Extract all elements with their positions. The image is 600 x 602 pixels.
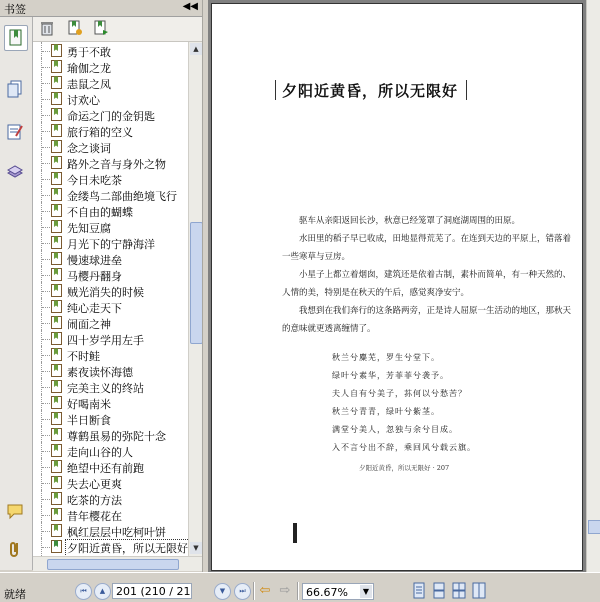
- bookmark-icon: [51, 60, 62, 73]
- poem-line: 入不言兮出不辞，乘回风兮载云旗。: [332, 443, 476, 452]
- bookmark-label: 马樱丹翻身: [67, 270, 122, 283]
- annotations-icon: [7, 123, 23, 141]
- bookmark-icon: [51, 380, 62, 393]
- next-page-button[interactable]: [214, 583, 231, 600]
- collapse-panel-button[interactable]: ◀◀: [182, 1, 198, 12]
- new-bookmark-button[interactable]: [67, 20, 85, 38]
- bookmark-icon: [51, 252, 62, 265]
- attachments-icon: [7, 540, 23, 558]
- bookmark-label: 贼光消失的时候: [67, 286, 144, 299]
- back-arrow-icon: ⇦: [259, 583, 271, 598]
- pages-icon: [7, 80, 23, 98]
- bookmark-icon: [51, 316, 62, 329]
- bookmark-icon: [51, 524, 62, 537]
- comments-icon: [7, 503, 23, 521]
- first-page-button[interactable]: [75, 583, 92, 600]
- bookmark-label: 讨欢心: [67, 94, 100, 107]
- scroll-down-arrow[interactable]: ▼: [190, 542, 202, 554]
- bookmark-label: 旅行箱的空义: [67, 126, 133, 139]
- bookmark-label: 纯心走天下: [67, 302, 122, 315]
- bookmark-label: 昔年樱花在: [67, 510, 122, 523]
- bookmark-icon: [51, 76, 62, 89]
- bookmark-label: 恚鼠之凤: [67, 78, 111, 91]
- poem-line: 秋兰兮麋芜，罗生兮堂下。: [332, 353, 440, 362]
- continuous-page-button[interactable]: [432, 582, 447, 599]
- bookmark-label: 金缕鸟二部曲绝境飞行: [67, 190, 177, 203]
- single-page-icon: [412, 582, 426, 599]
- separator: [297, 582, 299, 600]
- paragraph: 小星子上都立着烟囱，建筑还是依着古制，素朴而简单，有一种天然的、人情的美，特别是在秋天的午后，感觉爽净安宁。: [282, 270, 572, 298]
- bookmark-icon: [51, 44, 62, 57]
- bookmark-label: 命运之门的金钥匙: [67, 110, 155, 123]
- bookmark-icon: [51, 172, 62, 185]
- single-page-button[interactable]: [412, 582, 427, 599]
- bookmark-options-icon: [93, 20, 109, 36]
- bookmark-icon: [51, 268, 62, 281]
- status-bar: [0, 572, 600, 600]
- bookmark-icon: [51, 156, 62, 169]
- continuous-facing-button[interactable]: [472, 582, 487, 599]
- bookmark-label: 今日未吃茶: [67, 174, 122, 187]
- last-page-icon: ⏭: [239, 587, 246, 595]
- delete-bookmark-icon: [39, 20, 55, 36]
- poem-line: 秋兰兮青青，绿叶兮紫茎。: [332, 407, 440, 416]
- back-button[interactable]: [257, 583, 273, 599]
- document-scrollbar-thumb[interactable]: [588, 520, 600, 534]
- bookmark-icon: [51, 348, 62, 361]
- bookmark-label: 月光下的宁静海洋: [67, 238, 155, 251]
- bookmark-icon: [51, 396, 62, 409]
- previous-page-icon: ▲: [99, 587, 106, 595]
- bookmark-list: [33, 42, 189, 556]
- layers-tab[interactable]: [4, 160, 26, 184]
- ink-mark: [293, 523, 297, 543]
- chevron-down-icon[interactable]: ▼: [360, 585, 372, 598]
- bookmark-label: 不时鲑: [67, 350, 100, 363]
- bookmark-icon: [51, 428, 62, 441]
- bookmark-label: 四十岁学用左手: [67, 334, 144, 347]
- bookmark-icon: [51, 460, 62, 473]
- bookmark-icon: [51, 412, 62, 425]
- bookmark-list-hscrollbar[interactable]: [33, 556, 202, 571]
- poem-line: 满堂兮美人，忽独与余兮目成。: [332, 425, 458, 434]
- bookmark-label: 半日断食: [67, 414, 111, 427]
- bookmark-list-scrollbar[interactable]: [188, 42, 203, 556]
- bookmark-icon: [51, 444, 62, 457]
- bookmark-icon: [51, 492, 62, 505]
- bookmark-label: 吃茶的方法: [67, 494, 122, 507]
- paragraph: 我想到在我们奔行的这条路两旁，正是诗人屈原一生活动的地区，那秋天的意味就更透离缠情了。: [282, 306, 572, 334]
- bookmark-icon: [51, 476, 62, 489]
- zoom-value: 66.67%: [306, 586, 348, 599]
- bookmark-icon: [51, 284, 62, 297]
- panel-title: 书签: [4, 3, 26, 16]
- bookmark-label: 好喝南米: [67, 398, 111, 411]
- new-bookmark-icon: [67, 20, 83, 36]
- poem-line: 夫人自有兮美子，荪何以兮愁苦？: [332, 389, 467, 398]
- next-page-icon: ▼: [219, 587, 226, 595]
- bookmark-label: 勇于不敢: [67, 46, 111, 59]
- forward-button[interactable]: [277, 583, 293, 599]
- bookmarks-icon: [8, 29, 24, 47]
- bookmark-icon: [51, 108, 62, 121]
- bookmark-toolbar: [33, 17, 202, 42]
- facing-pages-button[interactable]: [452, 582, 467, 599]
- page-number-field[interactable]: 201 (210 / 21: [112, 583, 192, 599]
- attachments-tab[interactable]: [4, 537, 26, 561]
- navigation-tabs: [0, 17, 33, 570]
- navigation-panel-header: [0, 0, 202, 17]
- continuous-facing-icon: [472, 582, 486, 599]
- hscrollbar-thumb[interactable]: [47, 559, 179, 570]
- bookmark-label: 走向山谷的人: [67, 446, 133, 459]
- document-page: [211, 3, 583, 571]
- last-page-button[interactable]: [234, 583, 251, 600]
- paragraph: 水田里的稻子早已收成，田地显得荒芜了。在连到天边的平原上，错落着一些寒草与豆房。: [282, 234, 572, 262]
- bookmark-label: 路外之音与身外之物: [67, 158, 166, 171]
- bookmark-label: 闹面之神: [67, 318, 111, 331]
- bookmark-label: 慢速球进垒: [67, 254, 122, 267]
- first-page-icon: ⏮: [80, 587, 87, 595]
- facing-pages-icon: [452, 582, 466, 599]
- bookmark-label: 素夜读怀海德: [67, 366, 133, 379]
- bookmark-label: 不自由的蝴蝶: [67, 206, 133, 219]
- bookmark-icon: [51, 236, 62, 249]
- bookmark-icon: [51, 508, 62, 521]
- bookmark-icon: [51, 540, 62, 553]
- page-footer: 夕阳近黄昏，所以无限好 · 207: [359, 464, 450, 472]
- bookmark-label: 完美主义的终站: [67, 382, 144, 395]
- document-scrollbar[interactable]: [586, 0, 600, 572]
- bookmark-icon: [51, 124, 62, 137]
- bookmark-icon: [51, 204, 62, 217]
- bookmark-label: 夕阳近黄昏，所以无限好: [67, 542, 188, 555]
- continuous-page-icon: [432, 582, 446, 599]
- comments-tab[interactable]: [4, 500, 26, 524]
- bookmark-icon: [51, 364, 62, 377]
- bookmark-options-button[interactable]: [93, 20, 111, 38]
- bookmark-label: 尊鹤虽易的弥陀十念: [67, 430, 166, 443]
- scroll-up-arrow[interactable]: ▲: [190, 43, 202, 55]
- delete-bookmark-button[interactable]: [39, 20, 57, 38]
- annotations-tab[interactable]: [4, 120, 26, 144]
- bookmark-label: 瑜伽之龙: [67, 62, 111, 75]
- pages-tab[interactable]: [4, 77, 26, 101]
- status-text: 就绪: [4, 588, 26, 601]
- document-view: [208, 0, 586, 572]
- paragraph: 驱车从亲阳返回长沙，秋意已经笼罩了洞庭湖周围的田原。: [299, 216, 521, 226]
- bookmark-icon: [51, 188, 62, 201]
- bookmark-label: 失去心更爽: [67, 478, 122, 491]
- separator: [253, 582, 255, 600]
- chapter-title: 夕阳近黄昏，所以无限好: [282, 82, 459, 100]
- bookmark-label: 先知豆腐: [67, 222, 111, 235]
- bookmark-label: 绝望中还有前跑: [67, 462, 144, 475]
- zoom-field[interactable]: [302, 583, 374, 600]
- bookmark-icon: [51, 92, 62, 105]
- bookmark-label: 念之谈词: [67, 142, 111, 155]
- forward-arrow-icon: ⇨: [279, 583, 291, 598]
- bookmarks-tab[interactable]: [4, 25, 28, 51]
- previous-page-button[interactable]: [94, 583, 111, 600]
- bookmark-label: 枫红层层中吃柯叶饼: [67, 526, 166, 539]
- bookmark-icon: [51, 332, 62, 345]
- bookmark-item[interactable]: [33, 538, 188, 556]
- bookmark-icon: [51, 300, 62, 313]
- layers-icon: [7, 163, 23, 181]
- bookmark-icon: [51, 220, 62, 233]
- poem-line: 绿叶兮素华，芳菲菲兮袭予。: [332, 371, 449, 380]
- bookmark-icon: [51, 140, 62, 153]
